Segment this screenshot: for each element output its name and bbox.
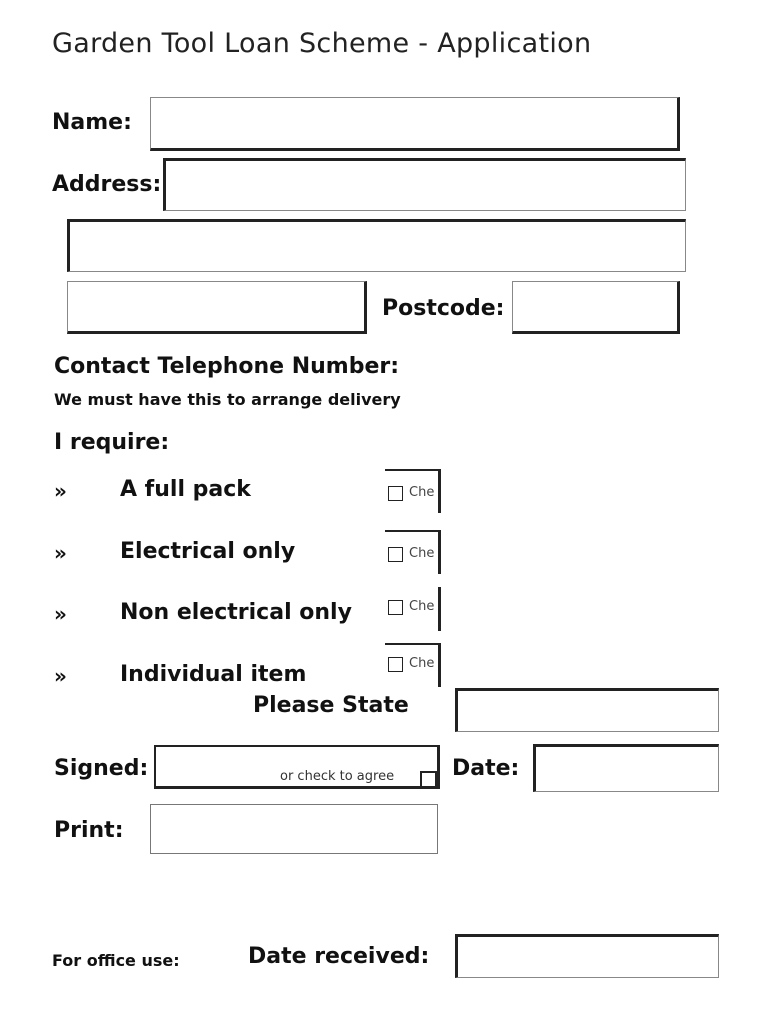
checkbox-icon	[388, 657, 403, 672]
checkbox-icon	[388, 486, 403, 501]
option-full-pack-label: A full pack	[120, 477, 251, 502]
checkbox-caption: Che	[409, 599, 435, 614]
form-title: Garden Tool Loan Scheme - Application	[52, 28, 592, 59]
telephone-label: Contact Telephone Number:	[54, 354, 400, 379]
checkbox-icon	[388, 600, 403, 615]
bullet-icon: »	[54, 664, 67, 688]
option-individual-item-checkbox[interactable]	[385, 643, 441, 687]
option-non-electrical-checkbox[interactable]	[385, 587, 441, 631]
date-label: Date:	[452, 756, 520, 781]
date-received-label: Date received:	[248, 944, 430, 969]
bullet-icon: »	[54, 602, 67, 626]
checkbox-caption: Che	[409, 546, 435, 561]
date-received-field[interactable]	[455, 934, 719, 978]
option-electrical-label: Electrical only	[120, 539, 296, 564]
checkbox-icon	[388, 547, 403, 562]
agree-checkbox[interactable]	[420, 771, 437, 788]
address-line-2-field[interactable]	[67, 219, 686, 272]
please-state-label: Please State	[253, 693, 409, 718]
checkbox-caption: Che	[409, 656, 435, 671]
agree-note: or check to agree	[280, 769, 395, 784]
signed-label: Signed:	[54, 756, 149, 781]
checkbox-caption: Che	[409, 485, 435, 500]
option-full-pack-checkbox[interactable]	[385, 469, 441, 513]
address-line-3-field[interactable]	[67, 281, 367, 334]
address-label: Address:	[52, 172, 162, 197]
postcode-label: Postcode:	[382, 296, 505, 321]
postcode-field[interactable]	[512, 281, 680, 334]
bullet-icon: »	[54, 541, 67, 565]
require-label: I require:	[54, 430, 170, 455]
date-field[interactable]	[533, 744, 719, 792]
option-individual-item-label: Individual item	[120, 662, 307, 687]
option-electrical-checkbox[interactable]	[385, 530, 441, 574]
telephone-note: We must have this to arrange delivery	[54, 390, 401, 409]
please-state-field[interactable]	[455, 688, 719, 732]
bullet-icon: »	[54, 479, 67, 503]
address-line-1-field[interactable]	[163, 158, 686, 211]
name-field[interactable]	[150, 97, 680, 151]
office-use-label: For office use:	[52, 951, 180, 970]
print-label: Print:	[54, 818, 124, 843]
option-non-electrical-label: Non electrical only	[120, 600, 352, 625]
name-label: Name:	[52, 110, 132, 135]
print-name-field[interactable]	[150, 804, 438, 854]
